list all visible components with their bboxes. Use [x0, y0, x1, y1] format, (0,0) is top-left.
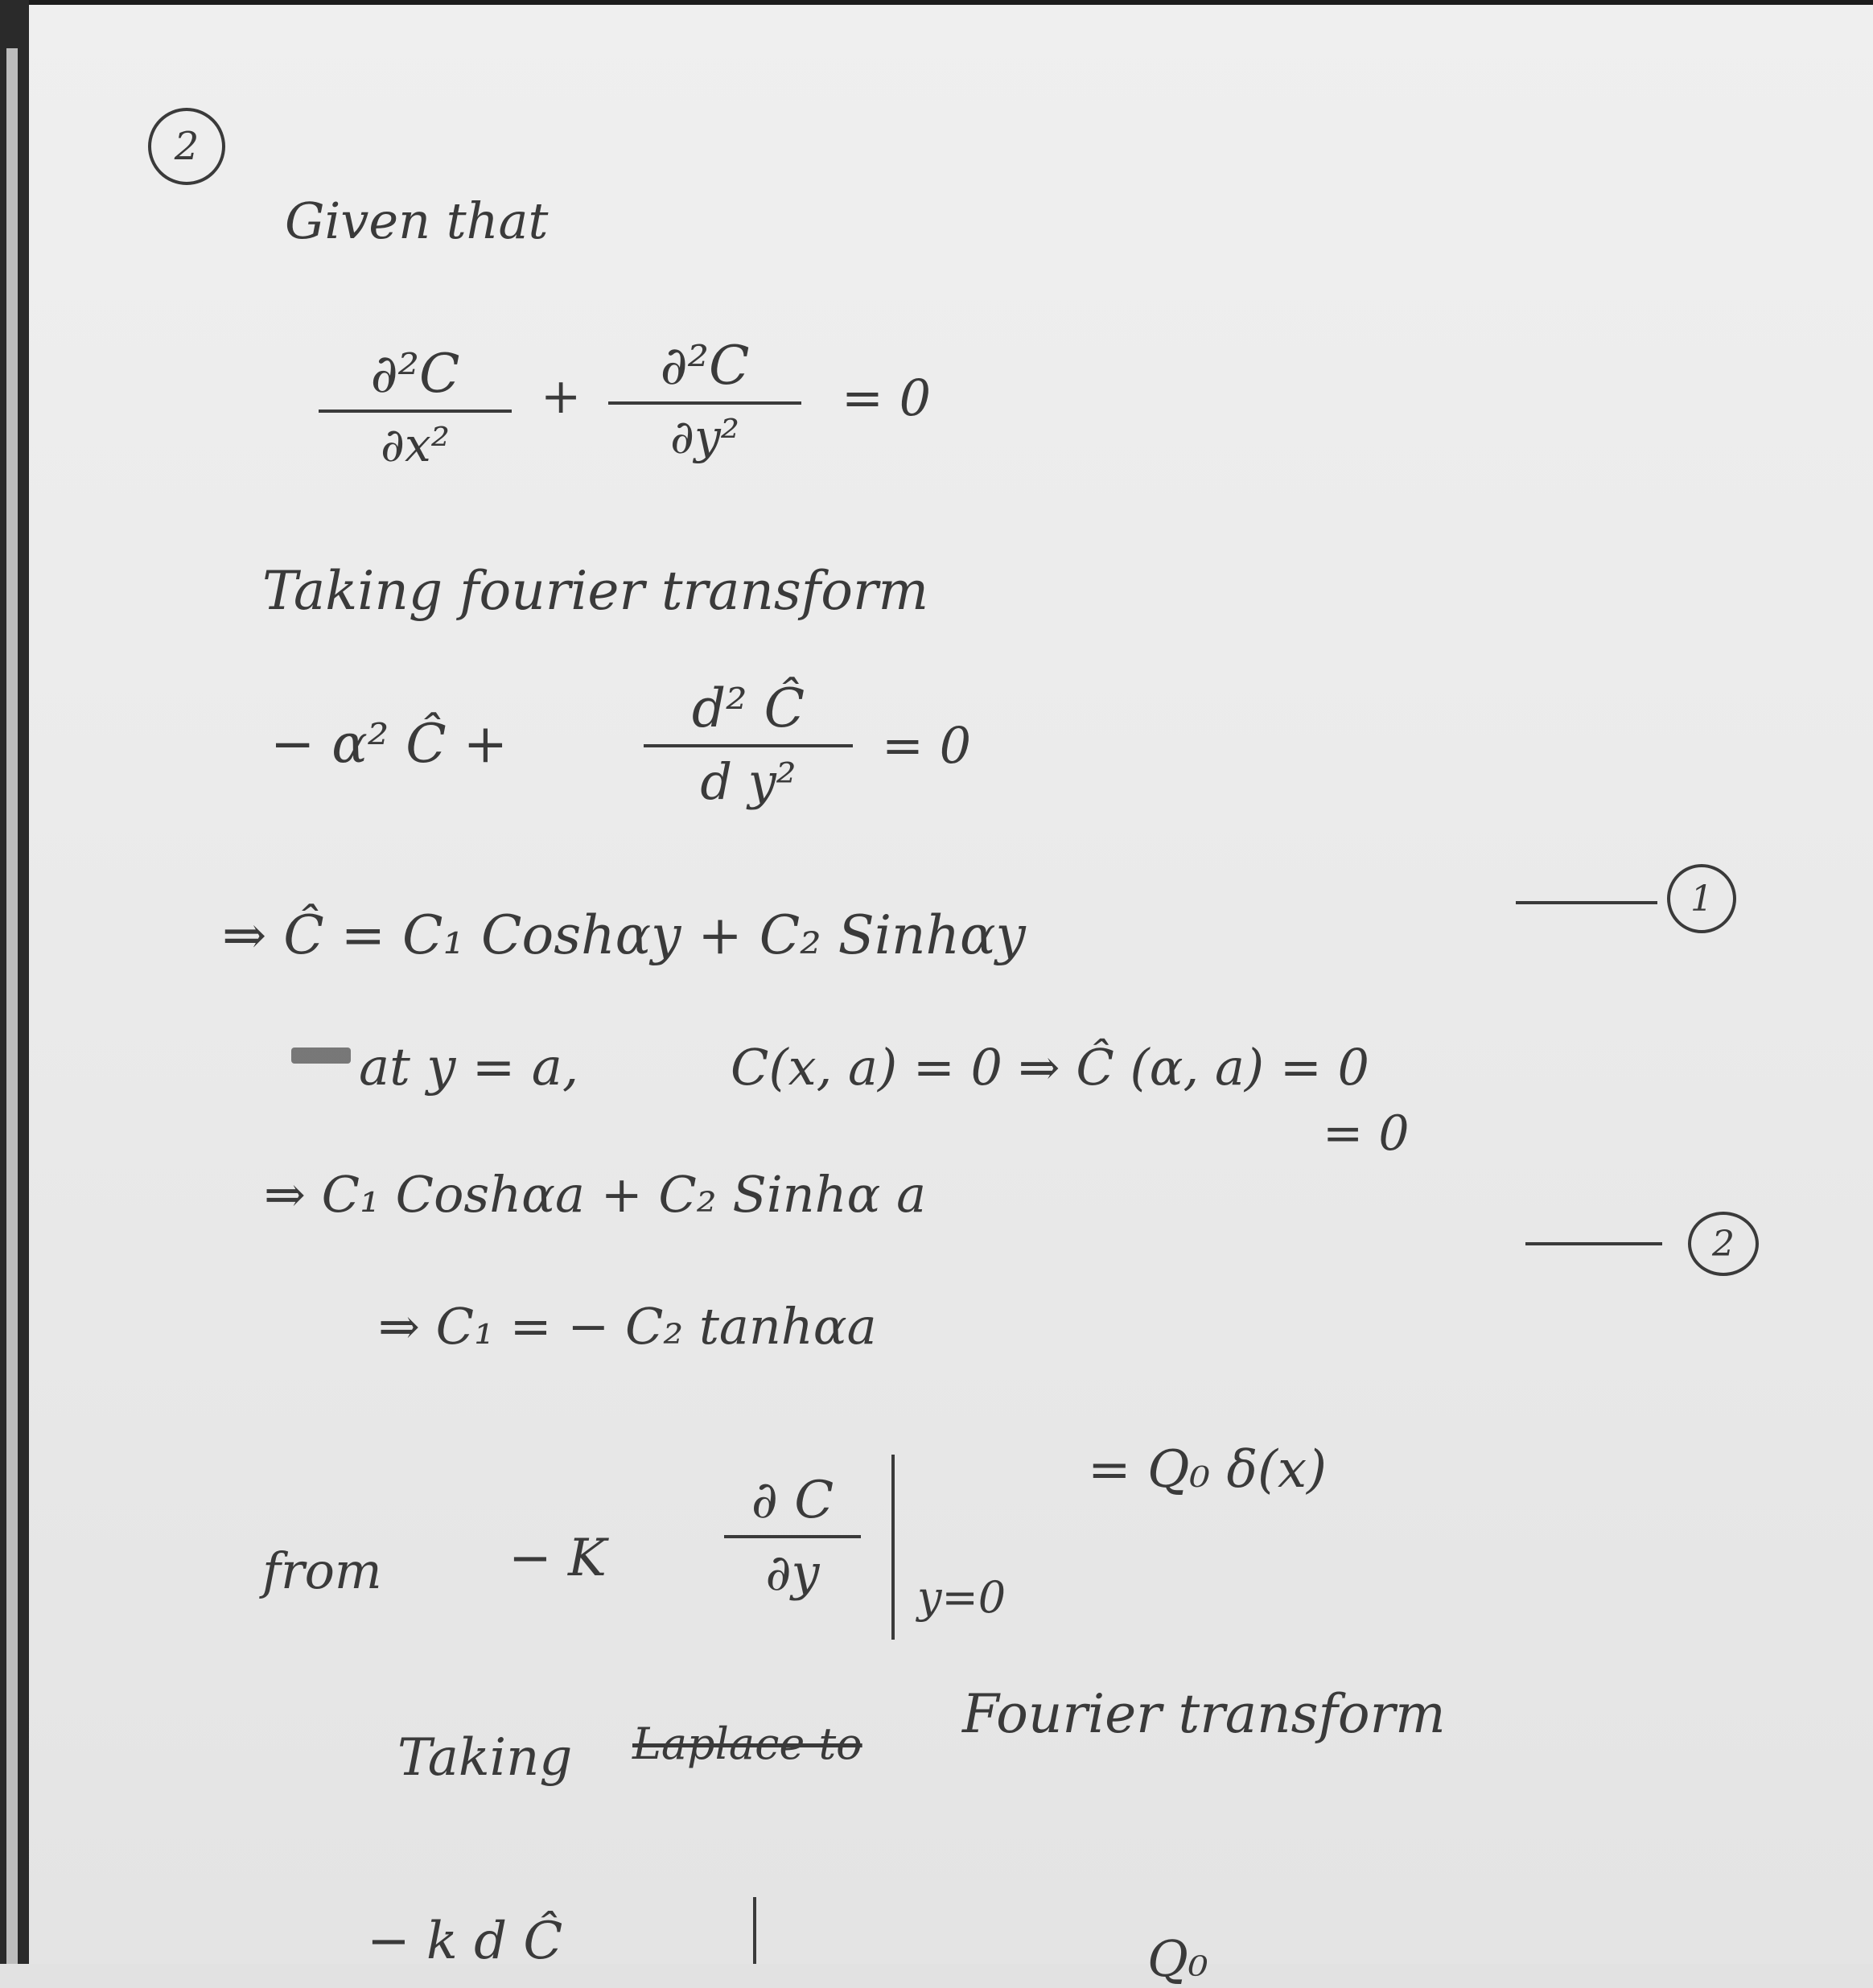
- eq2-numerator: d² Ĉ: [691, 677, 805, 739]
- eq1-denominator-x: ∂x²: [381, 418, 450, 472]
- eq1-numerator-y: ∂²C: [660, 335, 750, 397]
- eq6-rhs: = Q₀ δ(x): [1088, 1440, 1327, 1500]
- eq6-numerator: ∂ C: [751, 1471, 834, 1530]
- eq7-evaluation-bar: [753, 1897, 756, 1964]
- eq1-plus: +: [541, 368, 582, 425]
- eq3-tag: 1: [1690, 878, 1713, 920]
- eq6-subscript: y=0: [917, 1572, 1006, 1623]
- eq4-tag-line: [1525, 1242, 1662, 1245]
- handwritten-page: [29, 5, 1873, 1988]
- eq6-fraction-bar: [724, 1535, 861, 1538]
- eq1-fraction-y: [608, 335, 801, 464]
- eq6-fraction: [724, 1471, 861, 1602]
- eq2-lhs: − α² Ĉ +: [270, 713, 508, 775]
- eq1-fraction-x: [319, 343, 512, 472]
- taking-fourier-text-1: Taking fourier transform: [262, 560, 929, 622]
- eq2-fraction: [644, 677, 853, 811]
- given-that-text: Given that: [285, 191, 549, 250]
- eq1-rhs: = 0: [842, 368, 932, 427]
- eq1-numerator-x: ∂²C: [370, 343, 460, 405]
- eq6-evaluation-bar: [891, 1455, 895, 1640]
- eq3-tag-circle: [1667, 864, 1736, 933]
- eq1-denominator-y: ∂y²: [669, 410, 739, 464]
- eq4-tag-circle: [1688, 1212, 1759, 1276]
- problem-number: 2: [174, 124, 200, 169]
- from-label: from: [262, 1541, 382, 1600]
- eq1-fraction-bar-y: [608, 401, 801, 405]
- scan-border-left: [0, 0, 29, 1964]
- eq7-rhs-partial: Q₀: [1147, 1929, 1208, 1988]
- scribble-mark: [291, 1048, 351, 1064]
- eq3-general-solution: ⇒ Ĉ = C₁ Coshαy + C₂ Sinhαy: [222, 904, 1026, 966]
- eq2-fraction-bar: [644, 744, 853, 747]
- taking-fourier-text-2a: Taking: [397, 1728, 573, 1788]
- eq2-rhs: = 0: [882, 716, 972, 775]
- eq5-text: ⇒ C₁ = − C₂ tanhαa: [378, 1297, 877, 1356]
- eq4-text: ⇒ C₁ Coshαa + C₂ Sinhα a: [264, 1165, 927, 1224]
- bc1-text: at y = a,: [359, 1038, 579, 1097]
- bc1-rhs: C(x, a) = 0 ⇒ Ĉ (α, a) = 0: [731, 1038, 1369, 1097]
- eq2-denominator: d y²: [700, 752, 797, 811]
- eq4-tag: 2: [1712, 1223, 1735, 1265]
- eq3-tag-line: [1516, 901, 1657, 904]
- taking-fourier-text-2b: Fourier transform: [962, 1683, 1446, 1745]
- eq7-partial: − k d Ĉ: [367, 1912, 563, 1971]
- eq6-denominator: ∂y: [765, 1543, 820, 1602]
- problem-number-circle: [148, 108, 225, 185]
- eq6-lhs: − K: [508, 1529, 607, 1588]
- eq1-fraction-bar-x: [319, 410, 512, 413]
- page-edge: [6, 48, 18, 1964]
- eq4-rhs: = 0: [1323, 1105, 1410, 1162]
- struck-out-laplace: Laplace to: [632, 1718, 862, 1769]
